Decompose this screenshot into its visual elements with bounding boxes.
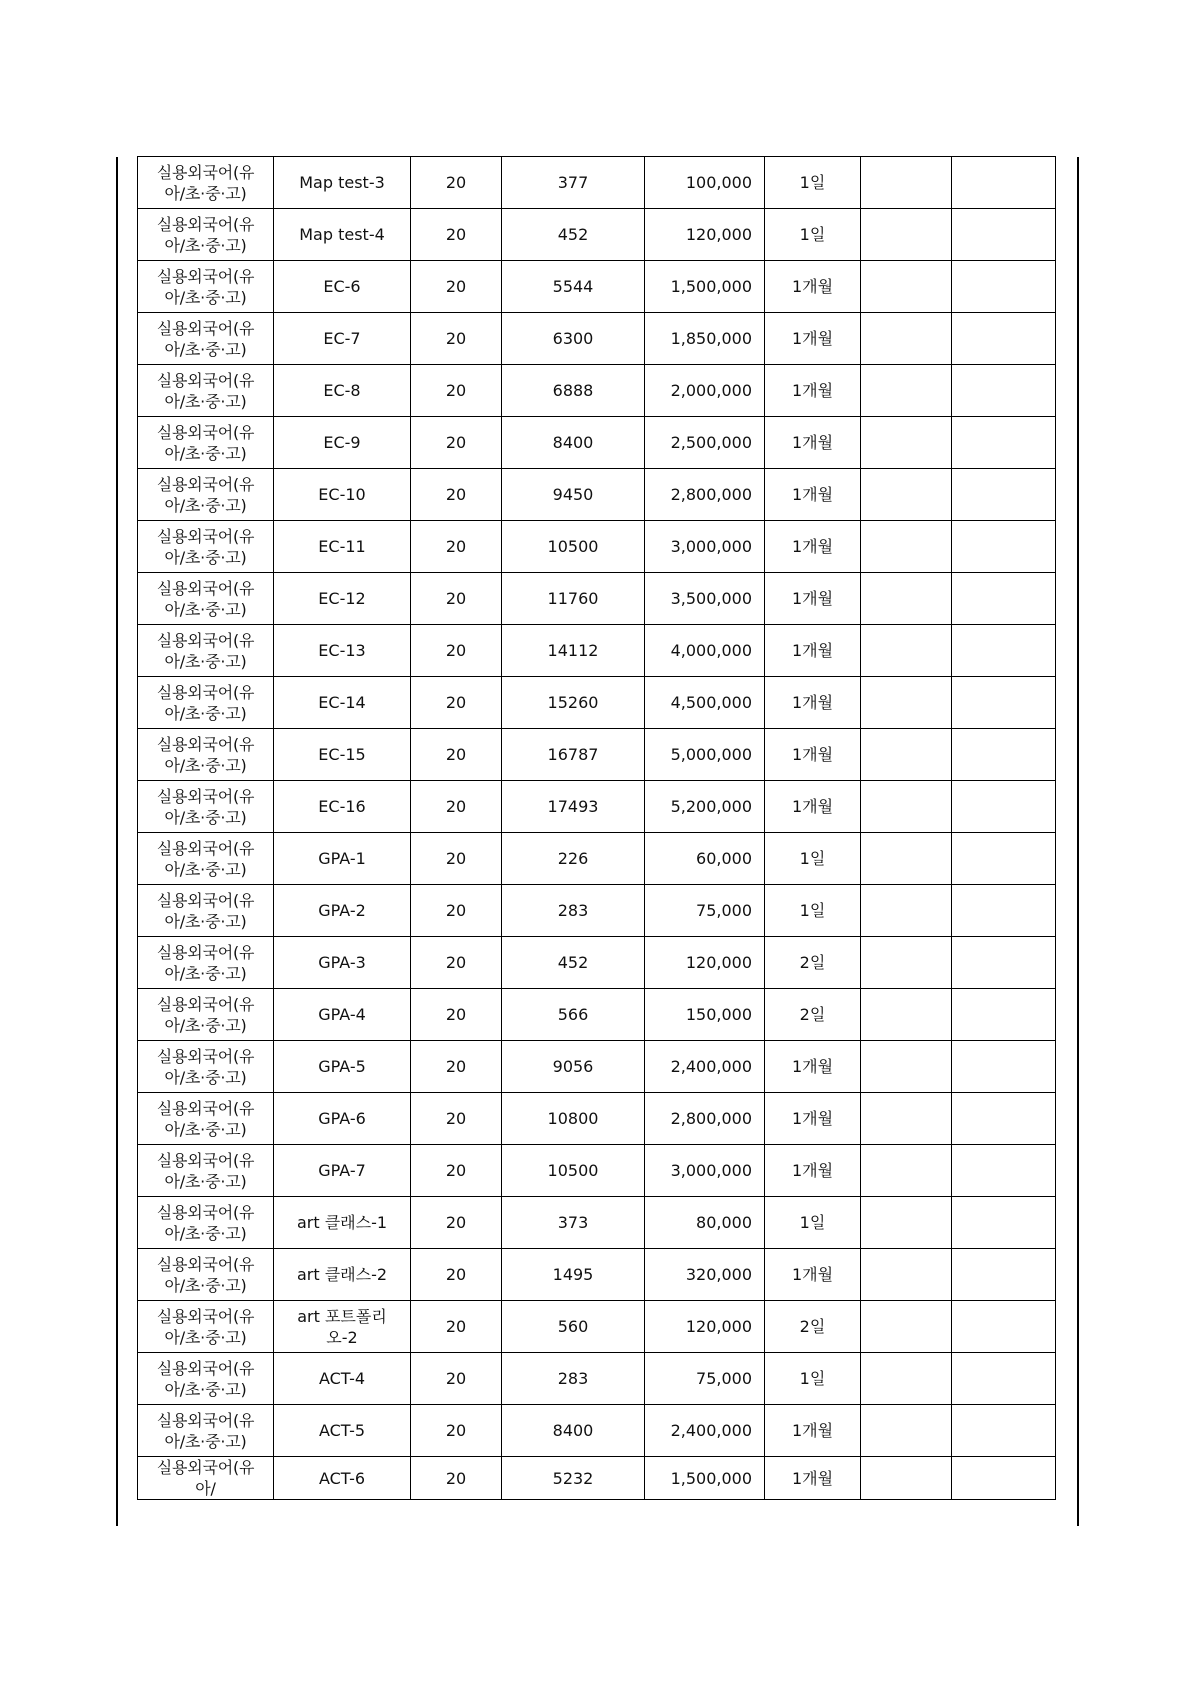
course-name-cell: EC-6 bbox=[274, 261, 411, 313]
table-row bbox=[138, 1249, 1056, 1301]
price-cell: 4,000,000 bbox=[645, 625, 765, 677]
table-row bbox=[138, 573, 1056, 625]
hours-cell: 9450 bbox=[502, 469, 645, 521]
period-cell: 1개월 bbox=[765, 261, 861, 313]
price-cell: 120,000 bbox=[645, 937, 765, 989]
price-cell: 75,000 bbox=[645, 885, 765, 937]
blank-cell-2 bbox=[952, 521, 1056, 573]
hours-cell: 10800 bbox=[502, 1093, 645, 1145]
blank-cell-1 bbox=[861, 521, 952, 573]
hours-cell: 5232 bbox=[502, 1457, 645, 1500]
blank-cell-1 bbox=[861, 417, 952, 469]
blank-cell-1 bbox=[861, 1405, 952, 1457]
hours-cell: 14112 bbox=[502, 625, 645, 677]
subject-cell: 실용외국어(유아/초·중·고) bbox=[138, 1197, 274, 1249]
course-name-cell: Map test-4 bbox=[274, 209, 411, 261]
capacity-cell: 20 bbox=[411, 1457, 502, 1500]
table-body bbox=[138, 157, 1056, 1500]
blank-cell-1 bbox=[861, 313, 952, 365]
course-name-cell: EC-16 bbox=[274, 781, 411, 833]
subject-cell: 실용외국어(유아/ bbox=[138, 1457, 274, 1500]
hours-cell: 377 bbox=[502, 157, 645, 209]
subject-cell: 실용외국어(유아/초·중·고) bbox=[138, 365, 274, 417]
hours-cell: 560 bbox=[502, 1301, 645, 1353]
course-name-cell: ACT-4 bbox=[274, 1353, 411, 1405]
hours-cell: 6888 bbox=[502, 365, 645, 417]
capacity-cell: 20 bbox=[411, 833, 502, 885]
table-row bbox=[138, 937, 1056, 989]
price-cell: 3,000,000 bbox=[645, 521, 765, 573]
blank-cell-2 bbox=[952, 677, 1056, 729]
blank-cell-2 bbox=[952, 729, 1056, 781]
price-cell: 2,400,000 bbox=[645, 1041, 765, 1093]
blank-cell-2 bbox=[952, 573, 1056, 625]
price-cell: 2,000,000 bbox=[645, 365, 765, 417]
price-cell: 5,000,000 bbox=[645, 729, 765, 781]
table-row bbox=[138, 729, 1056, 781]
blank-cell-2 bbox=[952, 1041, 1056, 1093]
table-row bbox=[138, 313, 1056, 365]
hours-cell: 15260 bbox=[502, 677, 645, 729]
hours-cell: 10500 bbox=[502, 521, 645, 573]
blank-cell-2 bbox=[952, 885, 1056, 937]
course-name-cell: GPA-5 bbox=[274, 1041, 411, 1093]
blank-cell-1 bbox=[861, 833, 952, 885]
subject-cell: 실용외국어(유아/초·중·고) bbox=[138, 729, 274, 781]
price-cell: 2,800,000 bbox=[645, 1093, 765, 1145]
blank-cell-1 bbox=[861, 573, 952, 625]
page-frame-right-rule bbox=[1077, 157, 1079, 1526]
hours-cell: 283 bbox=[502, 885, 645, 937]
course-name-cell: EC-7 bbox=[274, 313, 411, 365]
period-cell: 1개월 bbox=[765, 1145, 861, 1197]
blank-cell-2 bbox=[952, 1301, 1056, 1353]
capacity-cell: 20 bbox=[411, 625, 502, 677]
price-cell: 2,800,000 bbox=[645, 469, 765, 521]
blank-cell-2 bbox=[952, 1405, 1056, 1457]
subject-cell: 실용외국어(유아/초·중·고) bbox=[138, 1093, 274, 1145]
course-name-cell: GPA-2 bbox=[274, 885, 411, 937]
course-name-cell: EC-15 bbox=[274, 729, 411, 781]
table-row bbox=[138, 989, 1056, 1041]
period-cell: 1개월 bbox=[765, 521, 861, 573]
table-row bbox=[138, 781, 1056, 833]
period-cell: 1일 bbox=[765, 833, 861, 885]
period-cell: 1개월 bbox=[765, 469, 861, 521]
blank-cell-1 bbox=[861, 729, 952, 781]
capacity-cell: 20 bbox=[411, 313, 502, 365]
capacity-cell: 20 bbox=[411, 885, 502, 937]
table-row bbox=[138, 521, 1056, 573]
subject-cell: 실용외국어(유아/초·중·고) bbox=[138, 521, 274, 573]
subject-cell: 실용외국어(유아/초·중·고) bbox=[138, 209, 274, 261]
table-row bbox=[138, 677, 1056, 729]
table-row bbox=[138, 1093, 1056, 1145]
blank-cell-1 bbox=[861, 937, 952, 989]
period-cell: 2일 bbox=[765, 937, 861, 989]
course-name-cell: EC-14 bbox=[274, 677, 411, 729]
capacity-cell: 20 bbox=[411, 781, 502, 833]
capacity-cell: 20 bbox=[411, 677, 502, 729]
subject-cell: 실용외국어(유아/초·중·고) bbox=[138, 417, 274, 469]
capacity-cell: 20 bbox=[411, 989, 502, 1041]
period-cell: 1개월 bbox=[765, 677, 861, 729]
capacity-cell: 20 bbox=[411, 209, 502, 261]
blank-cell-1 bbox=[861, 989, 952, 1041]
course-name-cell: EC-11 bbox=[274, 521, 411, 573]
capacity-cell: 20 bbox=[411, 1197, 502, 1249]
hours-cell: 373 bbox=[502, 1197, 645, 1249]
course-name-cell: EC-9 bbox=[274, 417, 411, 469]
hours-cell: 8400 bbox=[502, 417, 645, 469]
price-cell: 5,200,000 bbox=[645, 781, 765, 833]
table-row bbox=[138, 833, 1056, 885]
table-row bbox=[138, 1301, 1056, 1353]
table-row bbox=[138, 885, 1056, 937]
period-cell: 1일 bbox=[765, 885, 861, 937]
subject-cell: 실용외국어(유아/초·중·고) bbox=[138, 313, 274, 365]
capacity-cell: 20 bbox=[411, 1093, 502, 1145]
course-name-cell: ACT-6 bbox=[274, 1457, 411, 1500]
table-row bbox=[138, 1457, 1056, 1500]
blank-cell-1 bbox=[861, 1301, 952, 1353]
course-name-cell: art 클래스-1 bbox=[274, 1197, 411, 1249]
price-cell: 3,500,000 bbox=[645, 573, 765, 625]
subject-cell: 실용외국어(유아/초·중·고) bbox=[138, 1405, 274, 1457]
period-cell: 1개월 bbox=[765, 417, 861, 469]
blank-cell-2 bbox=[952, 1197, 1056, 1249]
period-cell: 1개월 bbox=[765, 313, 861, 365]
course-name-cell: GPA-1 bbox=[274, 833, 411, 885]
period-cell: 1개월 bbox=[765, 625, 861, 677]
blank-cell-1 bbox=[861, 1145, 952, 1197]
price-cell: 2,400,000 bbox=[645, 1405, 765, 1457]
price-cell: 75,000 bbox=[645, 1353, 765, 1405]
subject-cell: 실용외국어(유아/초·중·고) bbox=[138, 1301, 274, 1353]
blank-cell-1 bbox=[861, 469, 952, 521]
hours-cell: 9056 bbox=[502, 1041, 645, 1093]
period-cell: 1개월 bbox=[765, 573, 861, 625]
hours-cell: 452 bbox=[502, 209, 645, 261]
course-name-cell: GPA-3 bbox=[274, 937, 411, 989]
hours-cell: 226 bbox=[502, 833, 645, 885]
subject-cell: 실용외국어(유아/초·중·고) bbox=[138, 1041, 274, 1093]
blank-cell-1 bbox=[861, 365, 952, 417]
price-cell: 4,500,000 bbox=[645, 677, 765, 729]
capacity-cell: 20 bbox=[411, 573, 502, 625]
price-cell: 80,000 bbox=[645, 1197, 765, 1249]
capacity-cell: 20 bbox=[411, 937, 502, 989]
period-cell: 1개월 bbox=[765, 781, 861, 833]
blank-cell-2 bbox=[952, 989, 1056, 1041]
course-name-cell: EC-13 bbox=[274, 625, 411, 677]
price-cell: 120,000 bbox=[645, 1301, 765, 1353]
capacity-cell: 20 bbox=[411, 261, 502, 313]
blank-cell-2 bbox=[952, 1353, 1056, 1405]
table-row bbox=[138, 157, 1056, 209]
course-name-cell: GPA-6 bbox=[274, 1093, 411, 1145]
capacity-cell: 20 bbox=[411, 1301, 502, 1353]
price-cell: 120,000 bbox=[645, 209, 765, 261]
hours-cell: 5544 bbox=[502, 261, 645, 313]
blank-cell-1 bbox=[861, 625, 952, 677]
capacity-cell: 20 bbox=[411, 1145, 502, 1197]
hours-cell: 11760 bbox=[502, 573, 645, 625]
price-cell: 320,000 bbox=[645, 1249, 765, 1301]
price-cell: 3,000,000 bbox=[645, 1145, 765, 1197]
subject-cell: 실용외국어(유아/초·중·고) bbox=[138, 1145, 274, 1197]
subject-cell: 실용외국어(유아/초·중·고) bbox=[138, 937, 274, 989]
subject-cell: 실용외국어(유아/초·중·고) bbox=[138, 1249, 274, 1301]
period-cell: 1일 bbox=[765, 1197, 861, 1249]
subject-cell: 실용외국어(유아/초·중·고) bbox=[138, 573, 274, 625]
blank-cell-2 bbox=[952, 833, 1056, 885]
subject-cell: 실용외국어(유아/초·중·고) bbox=[138, 989, 274, 1041]
period-cell: 1개월 bbox=[765, 365, 861, 417]
capacity-cell: 20 bbox=[411, 1249, 502, 1301]
price-cell: 1,500,000 bbox=[645, 261, 765, 313]
price-cell: 1,500,000 bbox=[645, 1457, 765, 1500]
subject-cell: 실용외국어(유아/초·중·고) bbox=[138, 781, 274, 833]
period-cell: 1일 bbox=[765, 1353, 861, 1405]
table-row bbox=[138, 261, 1056, 313]
period-cell: 1일 bbox=[765, 209, 861, 261]
period-cell: 1일 bbox=[765, 157, 861, 209]
blank-cell-2 bbox=[952, 781, 1056, 833]
blank-cell-2 bbox=[952, 261, 1056, 313]
price-cell: 150,000 bbox=[645, 989, 765, 1041]
capacity-cell: 20 bbox=[411, 1405, 502, 1457]
price-cell: 2,500,000 bbox=[645, 417, 765, 469]
subject-cell: 실용외국어(유아/초·중·고) bbox=[138, 1353, 274, 1405]
course-name-cell: ACT-5 bbox=[274, 1405, 411, 1457]
period-cell: 1개월 bbox=[765, 1405, 861, 1457]
blank-cell-2 bbox=[952, 1457, 1056, 1500]
hours-cell: 6300 bbox=[502, 313, 645, 365]
capacity-cell: 20 bbox=[411, 1041, 502, 1093]
blank-cell-1 bbox=[861, 157, 952, 209]
subject-cell: 실용외국어(유아/초·중·고) bbox=[138, 261, 274, 313]
period-cell: 1개월 bbox=[765, 1249, 861, 1301]
blank-cell-1 bbox=[861, 1041, 952, 1093]
blank-cell-2 bbox=[952, 1249, 1056, 1301]
blank-cell-1 bbox=[861, 261, 952, 313]
blank-cell-1 bbox=[861, 1457, 952, 1500]
table-row bbox=[138, 1145, 1056, 1197]
hours-cell: 17493 bbox=[502, 781, 645, 833]
blank-cell-1 bbox=[861, 1093, 952, 1145]
period-cell: 1개월 bbox=[765, 1457, 861, 1500]
hours-cell: 10500 bbox=[502, 1145, 645, 1197]
subject-cell: 실용외국어(유아/초·중·고) bbox=[138, 157, 274, 209]
period-cell: 1개월 bbox=[765, 729, 861, 781]
blank-cell-2 bbox=[952, 1145, 1056, 1197]
blank-cell-2 bbox=[952, 937, 1056, 989]
blank-cell-2 bbox=[952, 209, 1056, 261]
table-row bbox=[138, 365, 1056, 417]
course-name-cell: art 포트폴리오-2 bbox=[274, 1301, 411, 1353]
blank-cell-1 bbox=[861, 781, 952, 833]
price-cell: 1,850,000 bbox=[645, 313, 765, 365]
blank-cell-2 bbox=[952, 625, 1056, 677]
blank-cell-1 bbox=[861, 677, 952, 729]
period-cell: 1개월 bbox=[765, 1041, 861, 1093]
table-row bbox=[138, 1405, 1056, 1457]
hours-cell: 452 bbox=[502, 937, 645, 989]
capacity-cell: 20 bbox=[411, 157, 502, 209]
subject-cell: 실용외국어(유아/초·중·고) bbox=[138, 469, 274, 521]
blank-cell-1 bbox=[861, 1249, 952, 1301]
blank-cell-1 bbox=[861, 1353, 952, 1405]
course-name-cell: EC-10 bbox=[274, 469, 411, 521]
table-row bbox=[138, 1041, 1056, 1093]
subject-cell: 실용외국어(유아/초·중·고) bbox=[138, 833, 274, 885]
period-cell: 1개월 bbox=[765, 1093, 861, 1145]
table-row bbox=[138, 417, 1056, 469]
blank-cell-2 bbox=[952, 365, 1056, 417]
course-name-cell: GPA-4 bbox=[274, 989, 411, 1041]
capacity-cell: 20 bbox=[411, 1353, 502, 1405]
subject-cell: 실용외국어(유아/초·중·고) bbox=[138, 677, 274, 729]
price-cell: 60,000 bbox=[645, 833, 765, 885]
period-cell: 2일 bbox=[765, 1301, 861, 1353]
blank-cell-1 bbox=[861, 885, 952, 937]
table-row bbox=[138, 1353, 1056, 1405]
hours-cell: 1495 bbox=[502, 1249, 645, 1301]
capacity-cell: 20 bbox=[411, 469, 502, 521]
course-name-cell: Map test-3 bbox=[274, 157, 411, 209]
course-name-cell: EC-8 bbox=[274, 365, 411, 417]
blank-cell-2 bbox=[952, 313, 1056, 365]
capacity-cell: 20 bbox=[411, 365, 502, 417]
subject-cell: 실용외국어(유아/초·중·고) bbox=[138, 625, 274, 677]
capacity-cell: 20 bbox=[411, 729, 502, 781]
blank-cell-2 bbox=[952, 417, 1056, 469]
subject-cell: 실용외국어(유아/초·중·고) bbox=[138, 885, 274, 937]
capacity-cell: 20 bbox=[411, 521, 502, 573]
tuition-fee-table bbox=[137, 156, 1056, 1500]
blank-cell-2 bbox=[952, 157, 1056, 209]
table-row bbox=[138, 209, 1056, 261]
price-cell: 100,000 bbox=[645, 157, 765, 209]
capacity-cell: 20 bbox=[411, 417, 502, 469]
course-name-cell: GPA-7 bbox=[274, 1145, 411, 1197]
course-name-cell: art 클래스-2 bbox=[274, 1249, 411, 1301]
page-frame-left-rule bbox=[116, 157, 118, 1526]
blank-cell-1 bbox=[861, 209, 952, 261]
table-row bbox=[138, 469, 1056, 521]
table-row bbox=[138, 625, 1056, 677]
table-row bbox=[138, 1197, 1056, 1249]
blank-cell-2 bbox=[952, 1093, 1056, 1145]
course-name-cell: EC-12 bbox=[274, 573, 411, 625]
hours-cell: 283 bbox=[502, 1353, 645, 1405]
hours-cell: 8400 bbox=[502, 1405, 645, 1457]
blank-cell-1 bbox=[861, 1197, 952, 1249]
blank-cell-2 bbox=[952, 469, 1056, 521]
hours-cell: 16787 bbox=[502, 729, 645, 781]
period-cell: 2일 bbox=[765, 989, 861, 1041]
hours-cell: 566 bbox=[502, 989, 645, 1041]
